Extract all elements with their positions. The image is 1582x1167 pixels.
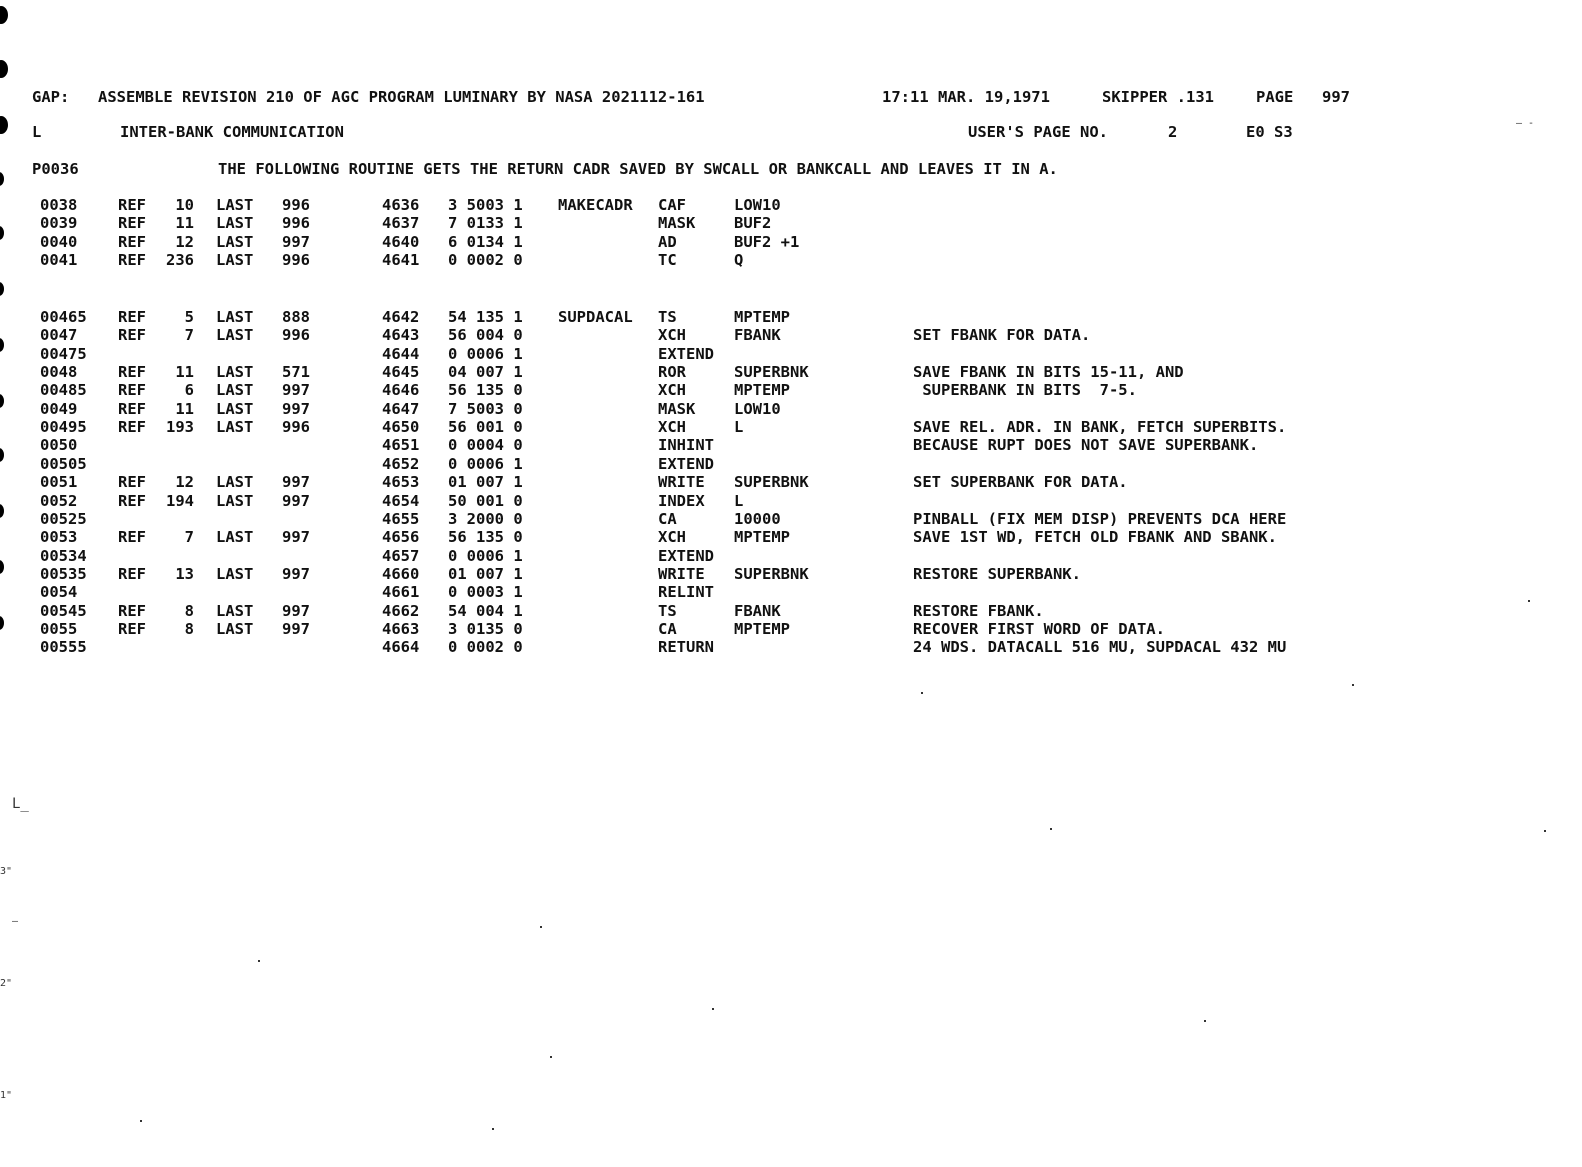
- opcode: AD: [658, 233, 677, 251]
- operand: LOW10: [734, 196, 781, 214]
- ref-count: 7: [184, 326, 194, 344]
- line-comment: SAVE 1ST WD, FETCH OLD FBANK AND SBANK.: [913, 528, 1277, 546]
- last-page: 997: [282, 528, 310, 546]
- operand: MPTEMP: [734, 528, 790, 546]
- ref-count: 11: [175, 214, 194, 232]
- ref-count: 236: [166, 251, 194, 269]
- address: 4636: [382, 196, 420, 214]
- line-comment: BECAUSE RUPT DOES NOT SAVE SUPERBANK.: [913, 436, 1259, 454]
- address: 4640: [382, 233, 420, 251]
- card-number: 0041: [40, 251, 78, 269]
- address: 4657: [382, 547, 420, 565]
- speck: [1352, 684, 1354, 686]
- ref-label: REF: [118, 620, 146, 638]
- octal-code: 54 004 1: [448, 602, 523, 620]
- card-number: 0048: [40, 363, 78, 381]
- last-page: 571: [282, 363, 310, 381]
- last-label: LAST: [216, 363, 254, 381]
- card-number: 00525: [40, 510, 87, 528]
- address: 4650: [382, 418, 420, 436]
- opcode: CA: [658, 510, 677, 528]
- card-number: 0054: [40, 583, 78, 601]
- ref-label: REF: [118, 418, 146, 436]
- opcode: XCH: [658, 418, 686, 436]
- users-page-number: 2: [1168, 123, 1178, 141]
- octal-code: 50 001 0: [448, 492, 523, 510]
- last-label: LAST: [216, 418, 254, 436]
- margin-mark: L_: [12, 796, 29, 812]
- line-comment: SET FBANK FOR DATA.: [913, 326, 1091, 344]
- card-number: 0039: [40, 214, 78, 232]
- operand: SUPERBNK: [734, 363, 809, 381]
- card-number: 0038: [40, 196, 78, 214]
- ref-label: REF: [118, 602, 146, 620]
- last-label: LAST: [216, 214, 254, 232]
- speck: [550, 1056, 552, 1058]
- ref-label: REF: [118, 233, 146, 251]
- page-number: 997: [1322, 88, 1350, 106]
- operand: SUPERBNK: [734, 473, 809, 491]
- eo-code: E0 S3: [1246, 123, 1293, 141]
- ref-label: REF: [118, 492, 146, 510]
- card-number: 0051: [40, 473, 78, 491]
- ref-count: 5: [184, 308, 194, 326]
- ref-count: 193: [166, 418, 194, 436]
- opcode: CAF: [658, 196, 686, 214]
- last-label: LAST: [216, 233, 254, 251]
- gap-label: GAP:: [32, 88, 70, 106]
- card-number: 0050: [40, 436, 78, 454]
- address: 4652: [382, 455, 420, 473]
- octal-code: 0 0002 0: [448, 251, 523, 269]
- margin-mark: 3": [0, 866, 13, 877]
- operand: L: [734, 418, 744, 436]
- card-number: 00505: [40, 455, 87, 473]
- speck: [492, 1128, 494, 1130]
- address: 4656: [382, 528, 420, 546]
- punch-hole: [0, 560, 4, 574]
- comment-text: THE FOLLOWING ROUTINE GETS THE RETURN CADR SAVED BY SWCALL OR BANKCALL AND LEAVES IT IN A.: [218, 160, 1058, 178]
- octal-code: 01 007 1: [448, 473, 523, 491]
- opcode: RETURN: [658, 638, 714, 656]
- card-number: 0055: [40, 620, 78, 638]
- assembly-title: ASSEMBLE REVISION 210 OF AGC PROGRAM LUMINARY BY NASA 2021112-161: [98, 88, 705, 106]
- ref-label: REF: [118, 196, 146, 214]
- last-page: 997: [282, 233, 310, 251]
- symbol-label: MAKECADR: [558, 196, 633, 214]
- octal-code: 01 007 1: [448, 565, 523, 583]
- octal-code: 0 0003 1: [448, 583, 523, 601]
- skipper-label: SKIPPER .131: [1102, 88, 1214, 106]
- octal-code: 56 004 0: [448, 326, 523, 344]
- address: 4641: [382, 251, 420, 269]
- operand: SUPERBNK: [734, 565, 809, 583]
- ref-label: REF: [118, 326, 146, 344]
- opcode: CA: [658, 620, 677, 638]
- last-label: LAST: [216, 381, 254, 399]
- ref-count: 7: [184, 528, 194, 546]
- last-page: 997: [282, 602, 310, 620]
- address: 4655: [382, 510, 420, 528]
- last-label: LAST: [216, 308, 254, 326]
- log-letter: L: [32, 123, 42, 141]
- punch-hole: [0, 504, 4, 518]
- speck: [921, 692, 923, 694]
- opcode: EXTEND: [658, 455, 714, 473]
- margin-mark: 2": [0, 978, 13, 989]
- speck: [1204, 1020, 1206, 1022]
- address: 4663: [382, 620, 420, 638]
- address: 4664: [382, 638, 420, 656]
- opcode: TC: [658, 251, 677, 269]
- octal-code: 56 135 0: [448, 528, 523, 546]
- last-label: LAST: [216, 602, 254, 620]
- octal-code: 3 0135 0: [448, 620, 523, 638]
- line-comment: 24 WDS. DATACALL 516 MU, SUPDACAL 432 MU: [913, 638, 1287, 656]
- operand: MPTEMP: [734, 620, 790, 638]
- ref-label: REF: [118, 363, 146, 381]
- line-comment: PINBALL (FIX MEM DISP) PREVENTS DCA HERE: [913, 510, 1287, 528]
- ref-label: REF: [118, 308, 146, 326]
- last-page: 996: [282, 251, 310, 269]
- last-label: LAST: [216, 492, 254, 510]
- punch-hole: [0, 172, 4, 186]
- operand: FBANK: [734, 326, 781, 344]
- address: 4644: [382, 345, 420, 363]
- page-label: PAGE: [1256, 88, 1294, 106]
- margin-mark: 1": [0, 1090, 13, 1101]
- address: 4660: [382, 565, 420, 583]
- address: 4646: [382, 381, 420, 399]
- speck: [258, 960, 260, 962]
- ref-label: REF: [118, 251, 146, 269]
- last-label: LAST: [216, 473, 254, 491]
- opcode: XCH: [658, 528, 686, 546]
- address: 4642: [382, 308, 420, 326]
- users-page-label: USER'S PAGE NO.: [968, 123, 1108, 141]
- line-comment: RESTORE FBANK.: [913, 602, 1044, 620]
- ref-label: REF: [118, 381, 146, 399]
- card-number: 00485: [40, 381, 87, 399]
- line-comment: RECOVER FIRST WORD OF DATA.: [913, 620, 1165, 638]
- punch-hole: [0, 60, 8, 78]
- operand: Q: [734, 251, 744, 269]
- speck: [540, 926, 542, 928]
- octal-code: 0 0004 0: [448, 436, 523, 454]
- last-page: 996: [282, 326, 310, 344]
- octal-code: 7 5003 0: [448, 400, 523, 418]
- opcode: WRITE: [658, 473, 705, 491]
- last-label: LAST: [216, 400, 254, 418]
- card-number: 00555: [40, 638, 87, 656]
- last-page: 997: [282, 492, 310, 510]
- last-page: 997: [282, 473, 310, 491]
- ref-count: 13: [175, 565, 194, 583]
- opcode: TS: [658, 308, 677, 326]
- card-number: 0053: [40, 528, 78, 546]
- operand: BUF2: [734, 214, 772, 232]
- card-number: 0049: [40, 400, 78, 418]
- opcode: XCH: [658, 326, 686, 344]
- operand: FBANK: [734, 602, 781, 620]
- opcode: EXTEND: [658, 345, 714, 363]
- card-number: 00495: [40, 418, 87, 436]
- symbol-label: SUPDACAL: [558, 308, 633, 326]
- punch-hole: [0, 226, 4, 240]
- address: 4647: [382, 400, 420, 418]
- section-title: INTER-BANK COMMUNICATION: [120, 123, 344, 141]
- card-number: 0052: [40, 492, 78, 510]
- ref-count: 6: [184, 381, 194, 399]
- octal-code: 6 0134 1: [448, 233, 523, 251]
- speck: [1050, 828, 1052, 830]
- line-comment: RESTORE SUPERBANK.: [913, 565, 1081, 583]
- octal-code: 0 0006 1: [448, 455, 523, 473]
- line-comment: SAVE FBANK IN BITS 15-11, AND: [913, 363, 1184, 381]
- speck: [140, 1120, 142, 1122]
- operand: MPTEMP: [734, 308, 790, 326]
- address: 4654: [382, 492, 420, 510]
- opcode: MASK: [658, 400, 696, 418]
- last-label: LAST: [216, 196, 254, 214]
- card-number: 0040: [40, 233, 78, 251]
- timestamp: 17:11 MAR. 19,1971: [882, 88, 1050, 106]
- ref-count: 8: [184, 602, 194, 620]
- last-page: 996: [282, 214, 310, 232]
- last-page: 997: [282, 565, 310, 583]
- ref-count: 10: [175, 196, 194, 214]
- opcode: WRITE: [658, 565, 705, 583]
- punch-hole: [0, 6, 8, 24]
- ref-label: REF: [118, 214, 146, 232]
- speck: [1528, 600, 1530, 602]
- line-comment: SAVE REL. ADR. IN BANK, FETCH SUPERBITS.: [913, 418, 1287, 436]
- octal-code: 0 0006 1: [448, 345, 523, 363]
- opcode: MASK: [658, 214, 696, 232]
- speck: [1544, 830, 1546, 832]
- octal-code: 0 0002 0: [448, 638, 523, 656]
- operand: L: [734, 492, 744, 510]
- card-number: 00475: [40, 345, 87, 363]
- punch-hole: [0, 116, 8, 134]
- octal-code: 0 0006 1: [448, 547, 523, 565]
- card-number: 00545: [40, 602, 87, 620]
- address: 4662: [382, 602, 420, 620]
- card-number: 00534: [40, 547, 87, 565]
- ref-count: 11: [175, 363, 194, 381]
- ref-count: 194: [166, 492, 194, 510]
- speck: [712, 1008, 714, 1010]
- ref-count: 12: [175, 233, 194, 251]
- punch-hole: [0, 338, 4, 352]
- ref-count: 11: [175, 400, 194, 418]
- ref-label: REF: [118, 565, 146, 583]
- last-page: 888: [282, 308, 310, 326]
- last-label: LAST: [216, 251, 254, 269]
- line-comment: SET SUPERBANK FOR DATA.: [913, 473, 1128, 491]
- operand: MPTEMP: [734, 381, 790, 399]
- opcode: XCH: [658, 381, 686, 399]
- address: 4645: [382, 363, 420, 381]
- octal-code: 54 135 1: [448, 308, 523, 326]
- ref-label: REF: [118, 400, 146, 418]
- card-number: 0047: [40, 326, 78, 344]
- address: 4661: [382, 583, 420, 601]
- operand: BUF2 +1: [734, 233, 800, 251]
- octal-code: 04 007 1: [448, 363, 523, 381]
- punch-hole: [0, 616, 4, 630]
- card-number: 00465: [40, 308, 87, 326]
- opcode: INDEX: [658, 492, 705, 510]
- card-number: 00535: [40, 565, 87, 583]
- address: 4653: [382, 473, 420, 491]
- last-label: LAST: [216, 326, 254, 344]
- line-comment: SUPERBANK IN BITS 7-5.: [913, 381, 1137, 399]
- address: 4651: [382, 436, 420, 454]
- operand: LOW10: [734, 400, 781, 418]
- opcode: EXTEND: [658, 547, 714, 565]
- opcode: RELINT: [658, 583, 714, 601]
- last-page: 997: [282, 620, 310, 638]
- opcode: INHINT: [658, 436, 714, 454]
- margin-mark: —: [12, 916, 19, 927]
- last-page: 996: [282, 418, 310, 436]
- margin-mark: ‒ ‐: [1516, 118, 1535, 129]
- octal-code: 7 0133 1: [448, 214, 523, 232]
- ref-label: REF: [118, 528, 146, 546]
- punch-hole: [0, 394, 4, 408]
- operand: 10000: [734, 510, 781, 528]
- address: 4643: [382, 326, 420, 344]
- octal-code: 56 135 0: [448, 381, 523, 399]
- ref-label: REF: [118, 473, 146, 491]
- last-page: 997: [282, 400, 310, 418]
- octal-code: 3 2000 0: [448, 510, 523, 528]
- punch-hole: [0, 448, 4, 462]
- octal-code: 3 5003 1: [448, 196, 523, 214]
- last-label: LAST: [216, 565, 254, 583]
- ref-count: 12: [175, 473, 194, 491]
- opcode: TS: [658, 602, 677, 620]
- ref-count: 8: [184, 620, 194, 638]
- octal-code: 56 001 0: [448, 418, 523, 436]
- last-page: 997: [282, 381, 310, 399]
- address: 4637: [382, 214, 420, 232]
- opcode: ROR: [658, 363, 686, 381]
- last-label: LAST: [216, 620, 254, 638]
- last-page: 996: [282, 196, 310, 214]
- punch-hole: [0, 282, 4, 296]
- card-number: P0036: [32, 160, 79, 178]
- last-label: LAST: [216, 528, 254, 546]
